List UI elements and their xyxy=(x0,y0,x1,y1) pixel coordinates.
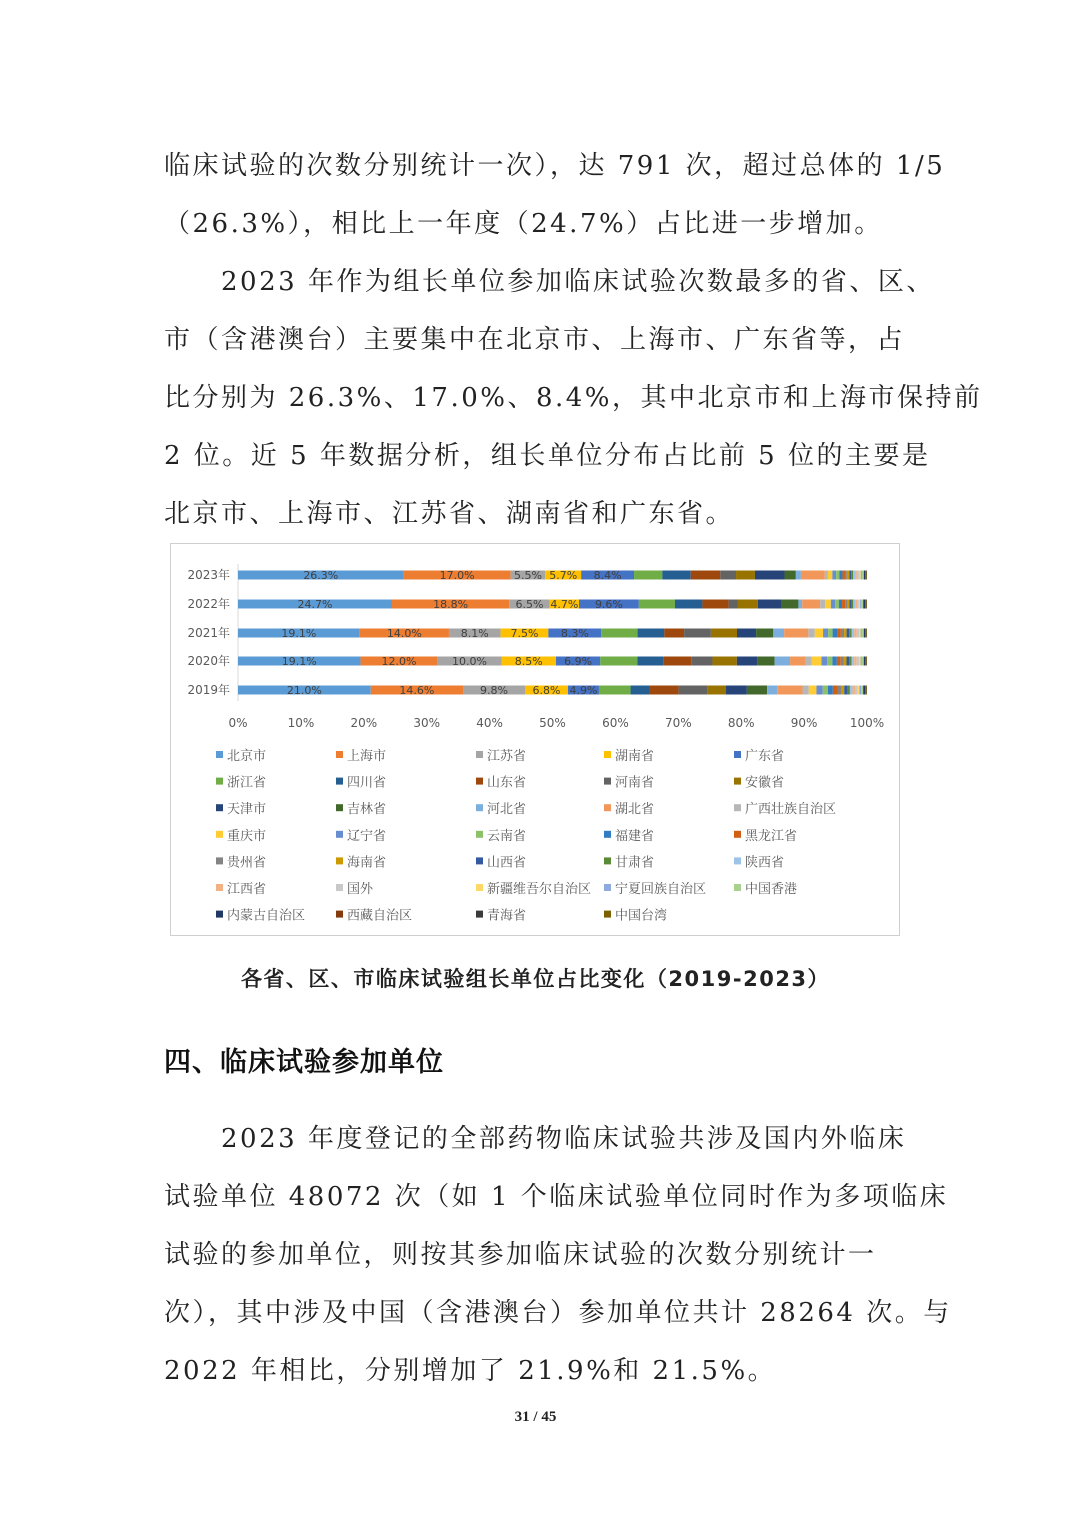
bar-segment xyxy=(790,657,805,666)
bar-segment xyxy=(801,571,825,580)
legend-label: 宁夏回族自治区 xyxy=(615,882,707,897)
bar-segment xyxy=(855,600,857,609)
bar-segment xyxy=(859,657,860,666)
bar-segment xyxy=(860,600,861,609)
bar-segment xyxy=(850,686,853,695)
bar-segment xyxy=(866,629,867,638)
bar-segment xyxy=(691,657,712,666)
bar-segment xyxy=(712,657,736,666)
data-label: 8.5% xyxy=(514,655,543,668)
bar-segment xyxy=(849,629,852,638)
legend-swatch xyxy=(604,804,611,811)
bar-segment xyxy=(833,686,838,695)
data-label: 8.1% xyxy=(460,627,489,640)
legend-label: 海南省 xyxy=(347,855,387,871)
bar-segment xyxy=(664,629,684,638)
legend-label: 山东省 xyxy=(487,775,527,791)
figure-caption: 各省、区、市临床试验组长单位占比变化（2019-2023） xyxy=(240,967,831,991)
bar-segment xyxy=(664,657,692,666)
bar-segment xyxy=(849,657,852,666)
bar-segment xyxy=(847,629,850,638)
bar-segment xyxy=(756,629,773,638)
bar-segment xyxy=(600,657,637,666)
category-label: 2020年 xyxy=(187,654,230,668)
data-label: 10.0% xyxy=(451,655,487,668)
legend-label: 云南省 xyxy=(487,828,527,844)
bar-segment xyxy=(691,571,721,580)
bar-segment xyxy=(784,629,808,638)
bar-segment xyxy=(805,657,811,666)
legend-label: 中国香港 xyxy=(745,882,798,897)
bar-segment xyxy=(833,629,837,638)
legend-swatch xyxy=(604,857,611,864)
data-label: 6.8% xyxy=(532,684,561,697)
bar-segment xyxy=(866,600,867,609)
bar-segment xyxy=(861,629,862,638)
bar-segment xyxy=(815,629,823,638)
bar-segment xyxy=(857,629,860,638)
data-label: 4.9% xyxy=(569,684,598,697)
bar-segment xyxy=(809,686,817,695)
bar-segment xyxy=(866,657,867,666)
legend-label: 上海市 xyxy=(347,749,387,764)
bar-segment xyxy=(839,571,842,580)
bar-segment xyxy=(836,571,839,580)
legend-swatch xyxy=(734,857,741,864)
x-tick-label: 100% xyxy=(849,716,885,730)
x-tick-label: 90% xyxy=(790,716,818,730)
legend-swatch xyxy=(476,857,483,864)
bar-segment xyxy=(821,657,827,666)
data-label: 17.0% xyxy=(439,569,475,582)
bar-segment xyxy=(854,657,857,666)
bar-segment xyxy=(803,686,809,695)
text-line: 市（含港澳台）主要集中在北京市、上海市、广东省等，占 xyxy=(164,325,906,355)
bar-segment xyxy=(831,600,835,609)
bar-segment xyxy=(859,600,860,609)
legend-swatch xyxy=(734,751,741,758)
bar-segment xyxy=(767,686,777,695)
x-tick-label: 30% xyxy=(413,716,441,730)
legend-swatch xyxy=(604,751,611,758)
legend-swatch xyxy=(476,778,483,785)
legend-label: 重庆市 xyxy=(227,828,267,844)
bar-segment xyxy=(845,600,847,609)
bar-segment xyxy=(866,571,867,580)
legend-swatch xyxy=(476,831,483,838)
legend-label: 河北省 xyxy=(487,802,527,818)
bar-segment xyxy=(851,600,853,609)
legend-label: 青海省 xyxy=(487,908,527,924)
section-heading: 四、临床试验参加单位 xyxy=(164,1047,444,1078)
bar-segment xyxy=(729,600,738,609)
bar-segment xyxy=(848,600,850,609)
legend-swatch xyxy=(216,831,223,838)
data-label: 19.1% xyxy=(281,627,317,640)
legend-label: 山西省 xyxy=(487,855,527,871)
bar-segment xyxy=(650,686,679,695)
bar-segment xyxy=(853,571,855,580)
bar-segment xyxy=(736,571,755,580)
bar-segment xyxy=(828,571,832,580)
bar-segment xyxy=(837,657,841,666)
data-label: 7.5% xyxy=(510,627,539,640)
bar-segment xyxy=(861,571,862,580)
legend-label: 吉林省 xyxy=(347,802,387,818)
legend-swatch xyxy=(216,857,223,864)
bar-segment xyxy=(844,629,847,638)
x-tick-label: 60% xyxy=(602,716,629,730)
legend-swatch xyxy=(476,804,483,811)
bar-segment xyxy=(859,629,860,638)
bar-segment xyxy=(847,571,850,580)
bar-segment xyxy=(738,600,758,609)
bar-segment xyxy=(865,600,866,609)
bar-segment xyxy=(798,600,802,609)
legend-label: 湖北省 xyxy=(615,802,655,818)
category-label: 2023年 xyxy=(187,568,230,582)
bar-segment xyxy=(777,686,802,695)
bar-segment xyxy=(858,686,860,695)
x-tick-label: 50% xyxy=(539,716,566,730)
bar-segment xyxy=(866,571,867,580)
data-label: 6.5% xyxy=(515,598,544,611)
bar-segment xyxy=(862,571,864,580)
data-label: 5.5% xyxy=(513,569,542,582)
category-label: 2022年 xyxy=(187,597,230,611)
bar-segment xyxy=(842,686,845,695)
legend-label: 黑龙江省 xyxy=(745,828,798,844)
bar-segment xyxy=(849,571,851,580)
bar-segment xyxy=(708,686,726,695)
legend-swatch xyxy=(734,778,741,785)
bar-segment xyxy=(864,571,865,580)
bar-segment xyxy=(838,686,842,695)
bar-segment xyxy=(855,571,857,580)
legend-swatch xyxy=(216,911,223,918)
bar-segment xyxy=(662,571,690,580)
legend-swatch xyxy=(216,778,223,785)
bar-segment xyxy=(842,571,845,580)
x-tick-label: 70% xyxy=(664,716,692,730)
data-label: 18.8% xyxy=(433,598,469,611)
text-line: 试验单位 48072 次（如 1 个临床试验单位同时作为多项临床 xyxy=(164,1182,949,1212)
text-line: 2 位。近 5 年数据分析，组长单位分布占比前 5 位的主要是 xyxy=(164,441,931,471)
bar-segment xyxy=(599,686,631,695)
bar-segment xyxy=(865,657,866,666)
text-line: 2022 年相比，分别增加了 21.9%和 21.5%。 xyxy=(164,1356,777,1386)
bar-segment xyxy=(711,629,737,638)
legend-swatch xyxy=(336,804,343,811)
legend-swatch xyxy=(604,911,611,918)
bar-segment xyxy=(702,600,728,609)
data-label: 8.3% xyxy=(560,627,589,640)
x-tick-label: 80% xyxy=(727,716,755,730)
bar-segment xyxy=(857,600,859,609)
bar-segment xyxy=(863,600,865,609)
legend-label: 陕西省 xyxy=(745,855,785,871)
bar-segment xyxy=(841,657,844,666)
text-line: 临床试验的次数分别统计一次），达 791 次，超过总体的 1/5 xyxy=(164,151,946,181)
legend-swatch xyxy=(216,751,223,758)
bar-segment xyxy=(845,571,847,580)
bar-segment xyxy=(808,629,814,638)
legend-label: 湖南省 xyxy=(615,749,655,764)
legend-label: 河南省 xyxy=(615,775,655,791)
bar-segment xyxy=(827,657,832,666)
legend-swatch xyxy=(336,884,343,891)
legend-label: 四川省 xyxy=(347,775,387,791)
category-label: 2021年 xyxy=(187,626,230,640)
bar-segment xyxy=(861,600,863,609)
bar-segment xyxy=(865,686,866,695)
legend-swatch xyxy=(476,884,483,891)
bar-segment xyxy=(802,600,820,609)
legend-swatch xyxy=(216,884,223,891)
text-line: 次），其中涉及中国（含港澳台）参加单位共计 28264 次。与 xyxy=(164,1298,952,1328)
legend-swatch xyxy=(336,857,343,864)
text-line: （26.3%），相比上一年度（24.7%）占比进一步增加。 xyxy=(164,209,883,239)
bar-segment xyxy=(863,686,865,695)
bar-segment xyxy=(773,629,784,638)
bar-segment xyxy=(758,600,782,609)
bar-segment xyxy=(823,686,828,695)
bar-segment xyxy=(816,686,822,695)
bar-segment xyxy=(828,686,833,695)
bar-segment xyxy=(820,600,825,609)
bar-segment xyxy=(832,571,836,580)
legend-swatch xyxy=(734,831,741,838)
legend-swatch xyxy=(216,804,223,811)
bar-segment xyxy=(755,571,785,580)
legend-label: 浙江省 xyxy=(227,775,267,791)
bar-segment xyxy=(862,657,864,666)
data-label: 9.6% xyxy=(594,598,623,611)
legend-label: 新疆维吾尔自治区 xyxy=(487,882,592,897)
text-line: 试验的参加单位，则按其参加临床试验的次数分别统计一 xyxy=(164,1240,877,1270)
legend-label: 江西省 xyxy=(227,882,267,897)
chart-svg xyxy=(171,544,899,935)
bar-segment xyxy=(841,629,844,638)
legend-swatch xyxy=(734,884,741,891)
legend-label: 内蒙古自治区 xyxy=(227,908,306,924)
bar-segment xyxy=(638,629,665,638)
page-number: 31 / 45 xyxy=(514,1409,557,1425)
data-label: 4.7% xyxy=(550,598,579,611)
bar-segment xyxy=(837,629,841,638)
bar-segment xyxy=(796,571,801,580)
bar-segment xyxy=(842,600,845,609)
bar-segment xyxy=(852,686,855,695)
bar-segment xyxy=(726,686,747,695)
x-tick-label: 0% xyxy=(228,716,248,730)
bar-segment xyxy=(865,571,866,580)
text-line: 北京市、上海市、江苏省、湖南省和广东省。 xyxy=(164,499,735,529)
bar-segment xyxy=(839,600,842,609)
legend-label: 广东省 xyxy=(745,749,785,764)
legend-swatch xyxy=(476,751,483,758)
bar-segment xyxy=(684,629,711,638)
text-line: 2023 年作为组长单位参加临床试验次数最多的省、区、 xyxy=(164,267,935,297)
text-line: 2023 年度登记的全部药物临床试验共涉及国内外临床 xyxy=(164,1124,907,1154)
bar-segment xyxy=(828,629,832,638)
legend-label: 福建省 xyxy=(615,828,655,844)
bar-segment xyxy=(637,657,663,666)
bar-segment xyxy=(862,629,864,638)
bar-segment xyxy=(844,657,847,666)
legend-label: 国外 xyxy=(347,882,374,897)
bar-segment xyxy=(859,686,861,695)
data-label: 5.7% xyxy=(549,569,578,582)
bar-segment xyxy=(866,629,867,638)
bar-segment xyxy=(823,629,828,638)
bar-segment xyxy=(859,571,860,580)
legend-swatch xyxy=(336,911,343,918)
data-label: 26.3% xyxy=(303,569,339,582)
bar-segment xyxy=(857,571,860,580)
bar-segment xyxy=(854,629,857,638)
bar-segment xyxy=(720,571,736,580)
data-label: 8.4% xyxy=(593,569,622,582)
category-label: 2019年 xyxy=(187,683,230,697)
bar-segment xyxy=(852,629,855,638)
bar-segment xyxy=(866,686,867,695)
legend-swatch xyxy=(336,831,343,838)
bar-segment xyxy=(853,600,855,609)
bar-segment xyxy=(679,686,708,695)
bar-segment xyxy=(866,686,867,695)
paragraph-2 xyxy=(164,253,983,543)
legend-swatch xyxy=(734,804,741,811)
legend-label: 西藏自治区 xyxy=(347,908,413,924)
paragraph-3 xyxy=(164,1110,952,1400)
bar-segment xyxy=(785,571,796,580)
bar-segment xyxy=(864,629,865,638)
legend-swatch xyxy=(604,831,611,838)
bar-segment xyxy=(737,629,756,638)
legend-swatch xyxy=(604,884,611,891)
bar-segment xyxy=(675,600,702,609)
bar-segment xyxy=(861,657,862,666)
bar-segment xyxy=(631,686,650,695)
bar-segment xyxy=(855,686,858,695)
bar-segment xyxy=(847,686,850,695)
data-label: 14.0% xyxy=(386,627,422,640)
stacked-bar-chart xyxy=(170,543,900,936)
bar-segment xyxy=(861,686,863,695)
bar-segment xyxy=(601,629,637,638)
legend-label: 安徽省 xyxy=(745,775,785,791)
bar-segment xyxy=(844,686,847,695)
bar-segment xyxy=(835,600,839,609)
legend-swatch xyxy=(476,911,483,918)
bar-segment xyxy=(832,657,836,666)
bar-segment xyxy=(851,571,853,580)
legend-label: 广西壮族自治区 xyxy=(745,802,837,818)
x-tick-label: 10% xyxy=(287,716,315,730)
bar-segment xyxy=(846,657,849,666)
bar-segment xyxy=(812,657,822,666)
legend-label: 北京市 xyxy=(227,749,267,764)
data-label: 24.7% xyxy=(297,598,333,611)
legend-swatch xyxy=(336,751,343,758)
bar-segment xyxy=(782,600,799,609)
legend-label: 中国台湾 xyxy=(615,908,668,924)
data-label: 6.9% xyxy=(564,655,593,668)
bar-segment xyxy=(737,657,758,666)
data-label: 14.6% xyxy=(399,684,435,697)
bar-segment xyxy=(747,686,767,695)
bar-segment xyxy=(639,600,675,609)
x-tick-label: 40% xyxy=(476,716,503,730)
legend-label: 江苏省 xyxy=(487,749,527,764)
bar-segment xyxy=(850,600,852,609)
legend-swatch xyxy=(336,778,343,785)
bar-segment xyxy=(775,657,790,666)
legend-label: 辽宁省 xyxy=(347,828,387,844)
bar-segment xyxy=(825,600,831,609)
legend-label: 天津市 xyxy=(227,802,267,818)
text-line: 比分别为 26.3%、17.0%、8.4%，其中北京市和上海市保持前 xyxy=(164,383,983,413)
legend-label: 贵州省 xyxy=(227,855,267,871)
legend-swatch xyxy=(604,778,611,785)
bar-segment xyxy=(865,629,866,638)
bar-segment xyxy=(757,657,774,666)
bar-segment xyxy=(825,571,828,580)
x-tick-label: 20% xyxy=(350,716,378,730)
bar-segment xyxy=(866,657,867,666)
bar-segment xyxy=(852,657,855,666)
data-label: 19.1% xyxy=(281,655,317,668)
data-label: 21.0% xyxy=(286,684,322,697)
legend-label: 甘肃省 xyxy=(615,855,655,871)
bar-segment xyxy=(857,657,860,666)
bar-segment xyxy=(864,657,865,666)
bar-segment xyxy=(866,600,867,609)
paragraph-1 xyxy=(164,137,946,253)
data-label: 12.0% xyxy=(381,655,417,668)
bar-segment xyxy=(634,571,662,580)
data-label: 9.8% xyxy=(480,684,509,697)
